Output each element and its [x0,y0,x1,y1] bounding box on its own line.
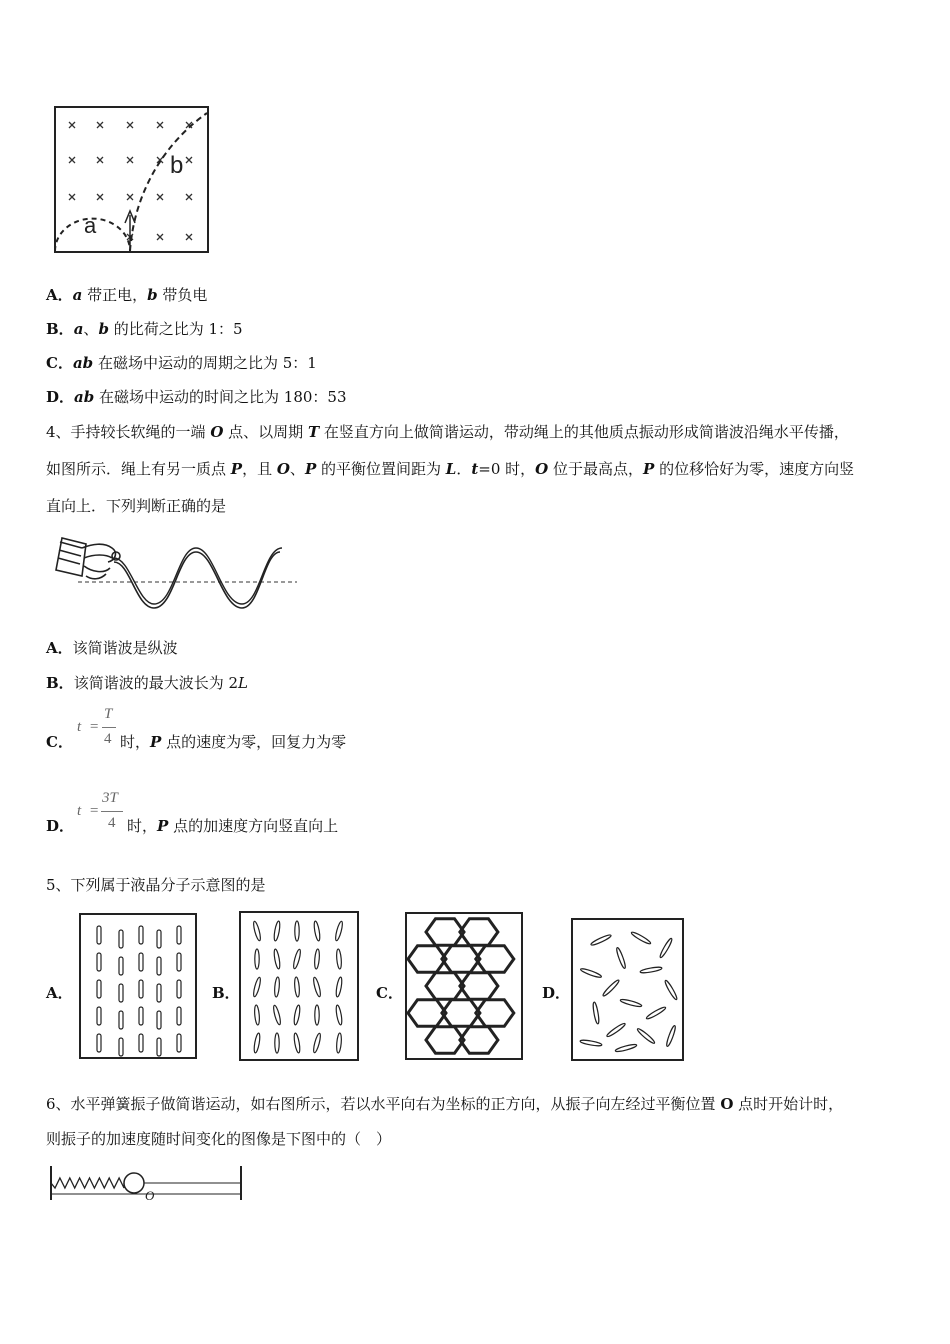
molecule-rod [97,926,101,944]
molecule-rod [274,977,280,997]
molecule-rod [664,979,678,1000]
hand-icon [56,538,120,579]
field-cross [69,122,75,128]
option-text [73,354,317,372]
molecule-rod [157,1011,161,1029]
molecule-rod [97,953,101,971]
option-text [74,320,243,338]
math-variable: b [147,286,158,304]
molecule-rod [313,921,321,941]
molecule-rod [630,931,651,945]
fraction-c-eq: = [89,719,100,735]
molecule-rod [272,1005,281,1025]
math-variable: O [210,423,224,441]
molecule-rod [255,949,259,969]
molecule-rod [312,977,321,997]
math-variable: a [72,286,83,304]
molecule-rod [97,1007,101,1025]
molecule-rod [273,949,281,969]
molecule-rod [592,1002,600,1024]
option-text [73,286,208,304]
option-letter: B． [46,320,74,338]
molecule-rod [119,984,123,1002]
molecule-rod [139,980,143,998]
text-run: 带正电， [82,286,148,304]
q4-stem-line2 [46,459,854,479]
math-variable: P [304,460,317,478]
label-b: b [170,152,184,179]
spring [51,1178,124,1188]
text-run: ，且 [242,460,277,478]
molecule-rod [580,1039,602,1047]
math-variable: L [445,460,457,478]
field-cross [69,194,75,200]
field-cross [97,122,103,128]
molecule-rod [335,1005,343,1025]
molecule-rod [665,1025,676,1047]
math-variable: ab [74,388,95,406]
molecule-rod [580,967,602,978]
q4-option-d-text [127,816,338,836]
molecule-rod [139,926,143,944]
option-letter: D． [46,388,75,406]
text-run: 的平衡位置间距为 [316,460,446,478]
molecule-diagram-d [571,918,686,1063]
field-cross [97,157,103,163]
text-run: 点时开始计时， [733,1095,844,1113]
fraction-c-bar [102,727,116,728]
option-text [120,733,346,751]
molecule-rod [252,921,261,941]
molecule-rod [273,921,281,941]
option-letter: A． [46,286,73,304]
q4-option-d-letter: D． [46,817,75,835]
text-run: 、 [289,460,305,478]
fraction-d-bar [101,811,123,812]
q4-stem-line3: 直向上．下列判断正确的是 [46,497,227,515]
spring-oscillator-figure [47,1164,247,1204]
molecule-rod [177,953,181,971]
field-cross [186,157,192,163]
option-letter: B． [46,674,74,692]
math-variable: P [157,817,169,835]
molecule-rod [615,1043,637,1053]
q4-option-c-letter: C． [46,733,73,751]
q5-label-a: A． [46,984,73,1002]
text-run: O [720,1095,734,1113]
molecule-rod [119,930,123,948]
molecule-rod [315,1005,319,1025]
text-run: 点、以周期 [223,423,308,441]
stem-text [46,423,849,441]
text-run: 带负电 [157,286,208,304]
math-variable: b [98,320,109,338]
trajectory-b [130,113,207,251]
molecule-rod [139,1007,143,1025]
text-run: 的比荷之比为 1：5 [108,320,243,338]
q4-stem-line1 [46,422,849,442]
text-run: 位于最高点， [548,460,644,478]
molecule-rod [615,947,626,969]
math-variable: P [230,460,243,478]
option-text: 该简谐波是纵波 [72,639,178,657]
molecule-rod [292,949,301,969]
field-cross [97,194,103,200]
molecule-rod [636,1027,655,1044]
option-letter: A． [46,639,73,657]
math-variable: P [150,733,162,751]
label-a: a [84,213,97,238]
q4-option-a [46,638,178,658]
field-cross [127,122,133,128]
text-run: 如图所示．绳上有另一质点 [46,460,231,478]
text-run: 时， [120,733,151,751]
molecule-rod [295,921,299,941]
molecule-rod [312,1033,321,1053]
molecule-rod [275,1033,279,1053]
molecule-rod [602,979,620,997]
rope-wave [114,552,280,608]
option-variable: L [238,674,248,692]
option-letter: C． [46,354,73,372]
text-run: 时， [127,817,158,835]
molecule-rod [252,977,261,997]
option-text [127,817,338,835]
q3-option-a [46,285,207,305]
q6-stem-line1 [46,1094,843,1114]
molecule-rod [119,1011,123,1029]
math-variable: t [471,460,479,478]
text-run: 4、手持较长软绳的一端 [46,423,211,441]
fraction-d-denominator: 4 [108,815,116,831]
q5-label-d: D． [542,984,571,1002]
fraction-d-t: t [77,803,82,819]
molecule-rod [620,998,642,1008]
math-variable: P [643,460,655,478]
q6-stem-line2: 则振子的加速度随时间变化的图像是下图中的（ ） [46,1130,392,1148]
fraction-c-numerator: T [104,706,113,722]
molecule-diagram-a [79,913,199,1061]
molecule-rod [253,1033,261,1053]
field-cross [127,157,133,163]
molecule-rod [177,1034,181,1052]
molecule-rod [606,1022,626,1038]
text-run: 在磁场中运动的时间之比为 180：53 [94,388,347,406]
oscillator-ball [124,1173,144,1193]
molecule-rod [97,1034,101,1052]
molecule-rod [645,1006,666,1020]
field-cross [157,194,163,200]
q5-label-c: C． [376,984,403,1002]
molecule-rod [177,926,181,944]
molecule-rod [119,1038,123,1056]
q3-option-c [46,353,317,373]
molecule-rod [119,957,123,975]
molecule-rod [590,934,612,947]
molecule-rod [139,953,143,971]
field-cross [69,157,75,163]
math-variable: O [276,460,290,478]
fraction-c-denominator: 4 [104,731,112,747]
molecule-rod [157,984,161,1002]
q4-option-b [46,673,248,693]
molecule-rod [293,1005,301,1025]
molecule-rod [157,930,161,948]
field-cross [127,194,133,200]
field-cross [157,234,163,240]
molecule-rod [97,980,101,998]
rope-wave-figure [52,532,302,617]
label-o: O [145,1188,155,1203]
molecule-rod [254,1005,260,1025]
molecule-rod [640,966,662,974]
field-cross [157,122,163,128]
q3-option-d [46,387,347,407]
text-run: 点的加速度方向竖直向上 [168,817,339,835]
molecule-rod [659,937,673,958]
text-run: 在磁场中运动的周期之比为 5：1 [93,354,317,372]
molecule-rod [177,1007,181,1025]
option-text [74,388,346,406]
molecule-rod [294,977,300,997]
molecule-rod [177,980,181,998]
fraction-c-t: t [77,719,82,735]
molecule-rod [157,957,161,975]
molecule-rod [314,949,320,969]
molecule-rod [334,921,343,941]
field-boundary [55,107,208,252]
math-variable: O [535,460,549,478]
q5-stem: 5、下列属于液晶分子示意图的是 [46,876,266,894]
molecule-rod [335,977,343,997]
fraction-d-numerator: 3T [102,790,118,806]
stem-text [46,460,854,478]
text-run: 的位移恰好为零，速度方向竖 [654,460,855,478]
fraction-d-eq: = [89,803,100,819]
magnetic-field-figure [52,105,212,255]
molecule-rod [336,949,342,969]
molecule-rod [336,1033,342,1053]
math-variable: ab [72,354,94,372]
field-cross [186,194,192,200]
text-run: 点的速度为零，回复力为零 [161,733,347,751]
field-cross [186,234,192,240]
math-variable: a [73,320,84,338]
text-run: =0 时， [478,460,536,478]
text-run: 、 [83,320,99,338]
text-run: ． [456,460,472,478]
molecule-rod [139,1034,143,1052]
text-run: 6、水平弹簧振子做简谐运动，如右图所示，若以水平向右为坐标的正方向，从振子向左经过平衡位置 [46,1095,721,1113]
math-variable: T [307,423,320,441]
q5-label-b: B． [212,984,240,1002]
stem-text [46,1095,843,1113]
q4-option-c-text [120,732,346,752]
option-text: 该简谐波的最大波长为 2 [73,674,239,692]
molecule-rod [157,1038,161,1056]
text-run: 在竖直方向上做简谐运动，带动绳上的其他质点振动形成简谐波沿绳水平传播， [319,423,849,441]
q3-option-b [46,319,243,339]
molecule-diagram-b [239,911,361,1063]
molecule-rod [293,1033,301,1053]
molecule-diagram-c [405,912,525,1062]
